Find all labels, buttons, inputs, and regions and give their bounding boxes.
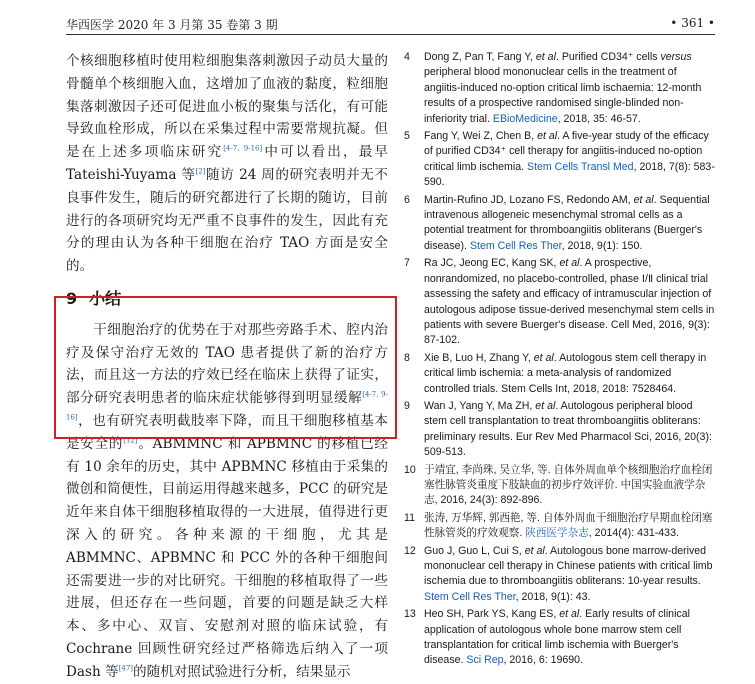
et-al: et al	[559, 608, 580, 621]
reference-italic: versus	[660, 51, 692, 63]
journal-header: 华西医学 2020 年 3 月第 35 卷第 3 期	[66, 18, 278, 32]
journal-link[interactable]: Stem Cell Res Ther	[469, 239, 562, 252]
journal-link[interactable]: Sci Rep	[466, 654, 504, 667]
reference-number: 6	[404, 193, 410, 206]
reference-authors: 于靖宜, 李尚珠, 吴立华, 等. 自体外周血单个核细胞治疗血栓闭塞性脉管炎重度下肢缺血的初步疗效评价. 中国实验血液学杂志, 2016, 24(3): 892-896.	[424, 463, 713, 507]
reference-item	[404, 193, 715, 255]
reference-number: 7	[404, 257, 410, 270]
reference-citation: , 2018, 35: 46-57.	[557, 112, 641, 125]
et-al: et al	[633, 193, 654, 206]
reference-authors: Wan J, Yang Y, Ma ZH,	[424, 399, 536, 412]
citation[interactable]: [12]	[123, 436, 138, 445]
reference-text: . A five-year study of the efficacy of purified CD34⁺ cell therapy for angiitis-induced no-option critical limb ischemia.	[424, 130, 709, 173]
reference-number: 8	[404, 351, 410, 364]
reference-item	[404, 256, 715, 348]
reference-number: 11	[404, 511, 415, 524]
et-al: et al	[535, 51, 556, 63]
reference-text: peripheral blood mononuclear cells in the treatment of angiitis-induced no-option critical limb ischaemia: 12-month results of a prospective randomised single-blinded non-inferiority trial.	[424, 66, 702, 125]
reference-text: . Sequential intravenous allogeneic mesenchymal stromal cells as a potential treatment for thromboangiitis obliterans (Buerger's disease).	[424, 193, 710, 252]
reference-number: 12	[404, 544, 416, 557]
reference-list	[404, 50, 715, 671]
reference-number: 13	[404, 608, 416, 621]
reference-citation: , 2018, 9(1): 150.	[561, 239, 643, 252]
reference-item	[404, 399, 715, 461]
reference-number: 10	[404, 463, 416, 476]
reference-citation: , 2018, 7(8): 583-590.	[424, 160, 715, 189]
reference-text: . Autologous peripheral blood stem cell transplantation to treat thromboangiitis obliterans: preliminary results. Eur Rev Med Pharmacol Sci, 2016, 20(3): 509-513.	[424, 399, 712, 459]
reference-authors: Dong Z, Pan T, Fang Y,	[424, 51, 536, 63]
journal-link[interactable]: EBioMedicine	[492, 112, 558, 125]
reference-number: 5	[404, 130, 410, 143]
reference-item	[404, 129, 715, 191]
reference-item	[404, 463, 715, 509]
reference-authors: Fang Y, Wei Z, Chen B,	[424, 130, 538, 143]
reference-text: . A prospective, nonrandomized, no placebo-controlled, phase Ⅰ/Ⅱ clinical trial assessing the safety and efficacy of intramuscular injection of autologous adipose tissue-derived mesenchymal stem cells in patients with severe Buerger's disease. Cell Med, 2016, 9(3): 87-102.	[424, 257, 715, 347]
citation[interactable]: [4-7, 9-16]	[223, 144, 263, 153]
et-al: et al	[533, 351, 554, 364]
reference-authors: Guo J, Guo L, Cui S,	[424, 544, 525, 557]
page-number: • 361 •	[670, 16, 715, 30]
reference-item	[404, 351, 715, 397]
reference-text: . Autologous stem cell therapy in critical limb ischemia: a meta-analysis of randomized controlled trials. Stem Cells Int, 2018, 2018: 7528464.	[424, 351, 707, 395]
reference-citation: , 2018, 9(1): 43.	[515, 590, 591, 603]
citation[interactable]: [4-7, 9-16]	[66, 390, 389, 422]
citation[interactable]: [47]	[118, 664, 134, 673]
reference-item	[404, 511, 715, 542]
section-title: 小结	[89, 288, 122, 308]
reference-number: 9	[404, 399, 410, 412]
reference-text: . Purified CD34⁺ cells	[555, 51, 661, 63]
paragraph-safety: 个核细胞移植时使用粒细胞集落刺激因子动员大量的骨髓单个核细胞入血，这增加了血液的黏度，粒细胞集落刺激因子还可促进血小板的聚集与活化，有可能导致血栓形成，所以在采集过程中需要常规抗凝。但是在上述多项临床研究[4-7, 9-16]中可以看出，最早 Tateishi-Yuyama 等[2]随访 24 周的研究表明并无不良事件发生，随后的研究都进行了长期的随访，目前进行的各项研究均无严重不良事件的发生，因此有充分的理由认为各种干细胞在治疗 TAO 方面是安全的。	[66, 53, 389, 275]
reference-item	[404, 607, 715, 669]
reference-number: 4	[404, 51, 410, 63]
reference-authors: 张涛, 万华辉, 郭西艳, 等. 自体外周血干细胞治疗早期血栓闭塞性脉管炎的疗效观察.	[424, 511, 713, 540]
journal-link[interactable]: Stem Cells Transl Med	[527, 160, 634, 173]
reference-text: . Autologous bone marrow-derived mononuclear cell therapy in Chinese patients with critical limb ischemia due to thromboangiitis obliterans: 10-year results.	[424, 544, 713, 588]
paragraph-summary: 干细胞治疗的优势在于对那些旁路手术、腔内治疗及保守治疗无效的 TAO 患者提供了新的治疗方法，而且这一方法的疗效已经在临床上获得了证实，部分研究表明患者的临床症状能够得到明显缓解[4-7, 9-16]，也有研究表明截肢率下降，而且干细胞移植基本是安全的[12]。ABMMNC 和 APBMNC 的移植已经有 10 余年的历史，其中 APBMNC 移植由于采集的微创和简便性，目前运用得越来越多，PCC 的研究是近年来自体干细胞移植取得的一大进展，值得进行更深入的研究。各种来源的干细胞，尤其是 ABMMNC、APBMNC 和 PCC 外的各种干细胞间还需要进一步的对比研究。干细胞的移植取得了一些进展，但还存在一些问题，首要的问题是缺乏大样本、多中心、双盲、安慰剂对照的临床试验，有 Cochrane 回顾性研究经过严格筛选后纳入了一项 Dash 等[47]的随机对照试验进行分析，结果显示	[66, 321, 389, 680]
reference-authors: Ra JC, Jeong EC, Kang SK,	[424, 257, 560, 270]
reference-item	[404, 50, 715, 127]
et-al: et al	[559, 257, 580, 270]
reference-citation: , 2016, 6: 19690.	[503, 654, 584, 667]
highlight-box	[54, 296, 397, 439]
header-rule	[66, 34, 715, 35]
journal-link[interactable]: Stem Cell Res Ther	[424, 590, 516, 603]
section-number: 9	[66, 288, 78, 308]
reference-text: . Early results of clinical application of autologous whole bone marrow stem cell transplantation for critical limb ischemia with Buerger's disease.	[424, 608, 690, 667]
reference-authors: Martin-Rufino JD, Lozano FS, Redondo AM,	[424, 193, 634, 206]
et-al: et al	[535, 399, 556, 412]
citation[interactable]: [2]	[195, 167, 206, 176]
et-al: et al	[524, 544, 545, 557]
reference-item	[404, 544, 715, 606]
reference-authors: Heo SH, Park YS, Kang ES,	[424, 608, 560, 621]
reference-authors: Xie B, Luo H, Zhang Y,	[424, 351, 534, 364]
reference-citation: , 2014(4): 431-433.	[588, 527, 679, 540]
et-al: et al	[537, 130, 558, 143]
journal-link[interactable]: 陕西医学杂志	[525, 527, 589, 540]
